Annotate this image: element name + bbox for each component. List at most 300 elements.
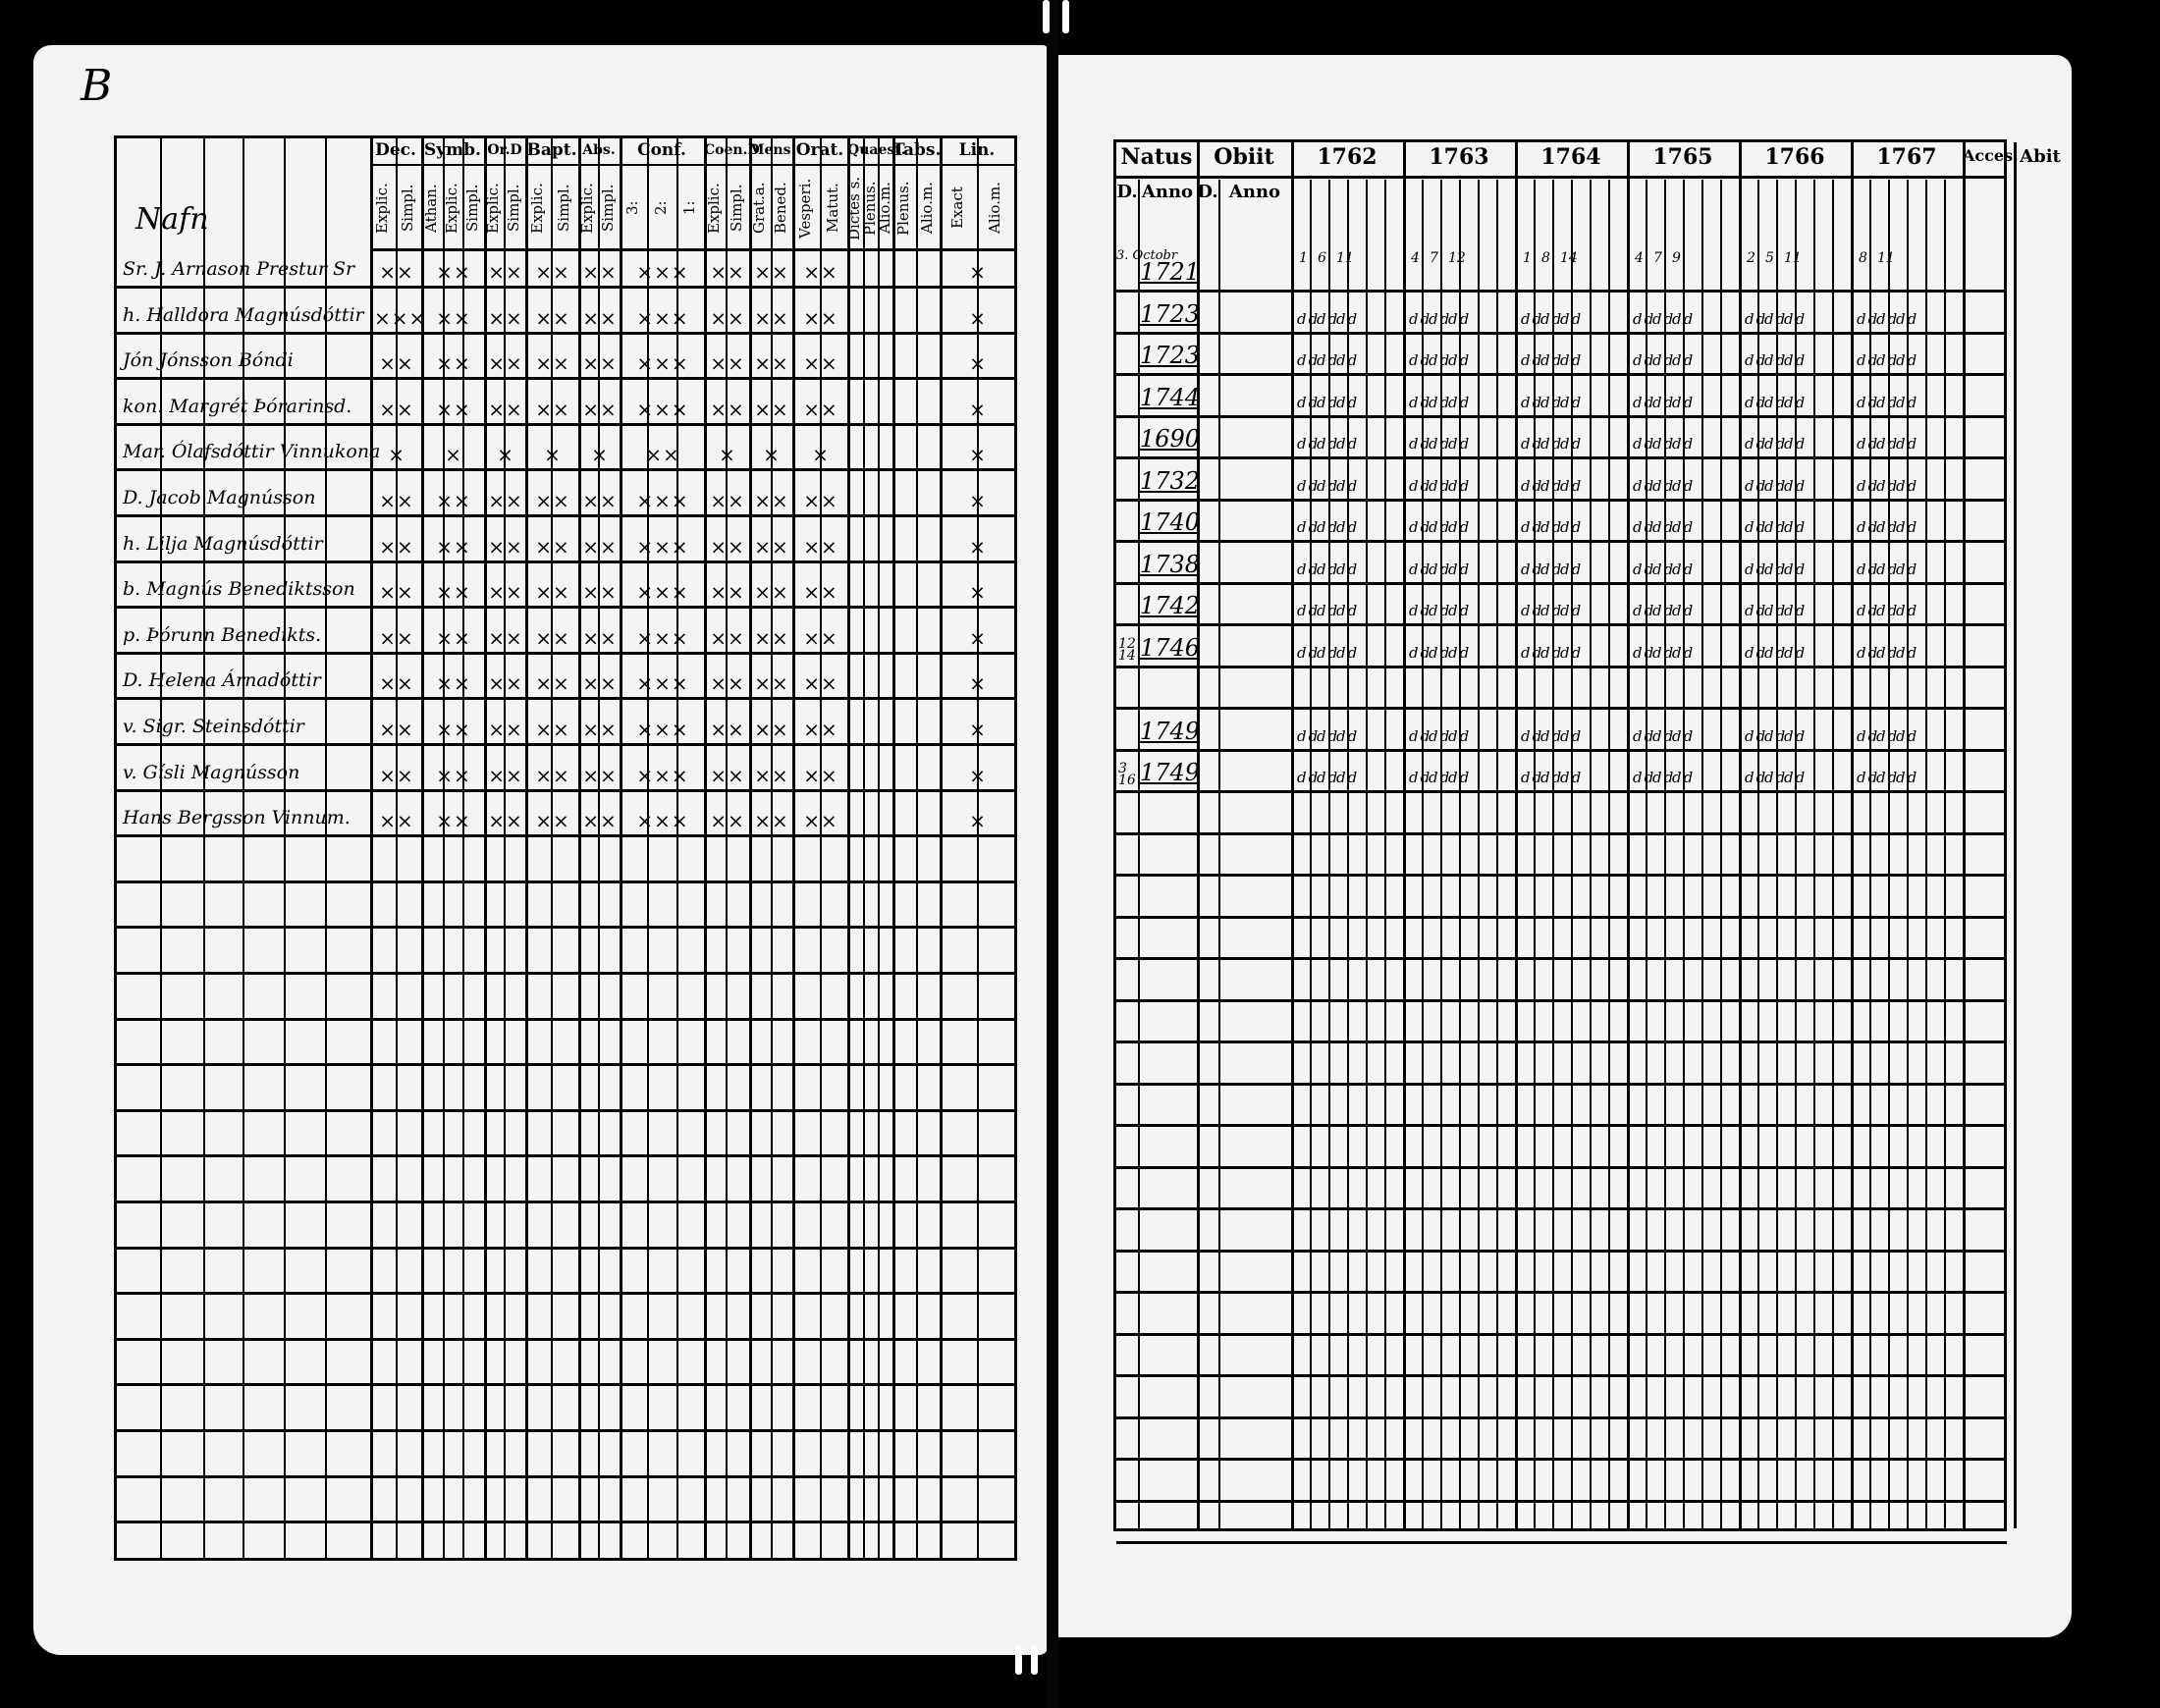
column-group-divider [892, 138, 895, 1558]
catechism-mark: ×× [488, 809, 523, 833]
obiit-header: Obiit [1214, 144, 1274, 170]
ditto-mark: dd [1448, 602, 1472, 619]
row-rule [1116, 582, 2007, 585]
year-subcolumn-divider [1478, 180, 1480, 1528]
catechism-mark: ×× [582, 489, 618, 512]
header-divider [1116, 176, 2004, 179]
catechism-mark: ×× [754, 671, 789, 696]
ditto-mark: dd [1297, 309, 1321, 328]
year-subcolumn-divider [1683, 180, 1685, 1528]
ditto-mark: dd [1784, 643, 1808, 662]
ditto-mark: dd [1297, 393, 1321, 411]
sub-column-header: Simpl. [599, 184, 617, 233]
catechism-mark: ×× [436, 397, 471, 421]
ditto-mark: dd [1672, 351, 1696, 369]
ditto-mark: dd [1633, 560, 1656, 578]
ditto-mark: dd [1521, 351, 1544, 369]
year-border [1403, 142, 1406, 1528]
left-register-grid [114, 135, 1017, 1561]
birth-year: 1721 [1140, 258, 1201, 286]
row-rule [1116, 1083, 2007, 1086]
visit-date: 7 [1653, 250, 1662, 266]
catechism-mark: ××× [636, 625, 689, 650]
ditto-mark: dd [1336, 560, 1360, 578]
ditto-mark: dd [1876, 393, 1900, 411]
catechism-mark: × [591, 443, 609, 467]
catechism-mark: ×× [754, 718, 789, 741]
ditto-mark: dd [1745, 476, 1768, 495]
ditto-mark: dd [1857, 309, 1880, 328]
ditto-mark: dd [1784, 351, 1808, 369]
ditto-mark: dd [1540, 560, 1564, 578]
ditto-mark: dd [1745, 351, 1768, 369]
ditto-mark: dd [1448, 435, 1472, 453]
ditto-mark: dd [1764, 435, 1788, 453]
year-subcolumn-divider [1366, 180, 1368, 1528]
catechism-mark: ×× [803, 718, 838, 741]
birth-year: 1723 [1140, 299, 1201, 328]
birth-day: 3 16 [1118, 761, 1136, 788]
ditto-mark: dd [1521, 769, 1544, 786]
sub-column-header: Explic. [528, 183, 546, 234]
catechism-mark: ×× [710, 397, 745, 421]
ditto-mark: dd [1429, 393, 1452, 411]
catechism-mark: ×× [535, 718, 570, 741]
year-subcolumn-divider [1590, 180, 1592, 1528]
column-group-header: Dec. [375, 140, 416, 160]
ditto-mark: dd [1672, 518, 1696, 536]
binding-tab-mark [1015, 1645, 1022, 1675]
catechism-mark: ×× [535, 260, 570, 284]
ditto-mark: dd [1336, 393, 1360, 411]
catechism-mark: ×× [710, 489, 745, 512]
catechism-mark: ×× [436, 763, 471, 787]
row-rule [117, 377, 1017, 380]
ditto-mark: dd [1857, 351, 1880, 369]
ditto-mark: dd [1560, 726, 1584, 745]
accessit-border [1963, 142, 1966, 1528]
ditto-mark: dd [1429, 518, 1452, 536]
header-bottom-border [370, 248, 1014, 251]
visit-date: 14 [1560, 250, 1578, 266]
catechism-mark: ×× [754, 580, 789, 605]
column-group-divider [704, 138, 707, 1558]
column-group-header: Symb. [424, 140, 481, 160]
resident-name: h. Halldora Magnúsdóttir [123, 303, 364, 326]
visit-date: 1 [1299, 250, 1308, 266]
ditto-mark: dd [1560, 643, 1584, 662]
first-birth-day: 3. Octobr [1116, 248, 1178, 263]
row-rule [117, 1201, 1017, 1203]
ditto-mark: dd [1336, 476, 1360, 495]
ditto-mark: dd [1633, 726, 1656, 745]
resident-name: Mar. Ólafsdóttir Vinnukona [123, 441, 381, 463]
ditto-mark: dd [1745, 769, 1768, 786]
ditto-mark: dd [1633, 435, 1656, 453]
row-rule [1116, 1166, 2007, 1169]
catechism-mark: × [497, 443, 514, 467]
abiit-header: Abit [2020, 146, 2061, 167]
row-rule [1116, 1416, 2007, 1419]
ditto-mark: dd [1297, 518, 1321, 536]
catechism-mark: × [969, 809, 987, 833]
ditto-mark: dd [1876, 435, 1900, 453]
ditto-mark: dd [1764, 769, 1788, 786]
catechism-mark: × [969, 260, 987, 284]
catechism-mark: × [812, 443, 830, 467]
year-header: 1766 [1764, 144, 1825, 170]
catechism-mark: ×× [710, 671, 745, 696]
row-rule [117, 606, 1017, 609]
year-subcolumn-divider [1664, 180, 1666, 1528]
year-subcolumn-divider [1757, 180, 1759, 1528]
row-rule [1116, 1374, 2007, 1377]
catechism-mark: ××× [636, 718, 689, 741]
row-rule [1116, 749, 2007, 752]
visit-date: 7 [1430, 250, 1438, 266]
catechism-mark: ×× [803, 397, 838, 421]
column-group-divider [421, 138, 424, 1558]
ditto-mark: dd [1540, 769, 1564, 786]
ditto-mark: dd [1409, 518, 1432, 536]
ditto-mark: dd [1540, 643, 1564, 662]
sub-column-header: Grat.a. [750, 182, 768, 235]
ditto-mark: dd [1336, 351, 1360, 369]
ditto-mark: dd [1633, 393, 1656, 411]
sub-column-header: Alio.m. [876, 182, 893, 235]
ditto-mark: dd [1857, 435, 1880, 453]
birth-year: 1690 [1140, 425, 1201, 453]
year-header: 1763 [1429, 144, 1489, 170]
ditto-mark: dd [1745, 602, 1768, 619]
ditto-mark: dd [1317, 769, 1340, 786]
row-rule [117, 789, 1017, 792]
sub-column-header: Simpl. [463, 184, 481, 233]
catechism-mark: ×× [710, 534, 745, 559]
catechism-mark: × [969, 718, 987, 741]
catechism-mark: × [969, 580, 987, 605]
catechism-mark: ×× [803, 305, 838, 330]
visit-date: 1 [1523, 250, 1532, 266]
row-rule [1116, 540, 2007, 543]
resident-name: v. Sigr. Steinsdóttir [123, 716, 304, 737]
catechism-mark: ××× [636, 351, 689, 376]
natus-header: Natus [1120, 144, 1193, 170]
year-subcolumn-divider [1440, 180, 1442, 1528]
ditto-mark: dd [1540, 726, 1564, 745]
year-subcolumn-divider [1347, 180, 1349, 1528]
catechism-mark: ×× [379, 260, 414, 284]
ditto-mark: dd [1745, 393, 1768, 411]
catechism-mark: × [969, 397, 987, 421]
obiit-day-divider [1218, 180, 1220, 1528]
column-group-divider [484, 138, 487, 1558]
ditto-mark: dd [1876, 351, 1900, 369]
ditto-mark: dd [1429, 643, 1452, 662]
row-rule [117, 286, 1017, 289]
obiit-border [1291, 142, 1294, 1528]
catechism-mark: ×× [803, 763, 838, 787]
catechism-mark: ×× [754, 809, 789, 833]
visit-date: 6 [1318, 250, 1326, 266]
row-rule [117, 972, 1017, 975]
ditto-mark: dd [1745, 435, 1768, 453]
name-column-border [370, 138, 373, 1558]
catechism-mark: ×× [436, 534, 471, 559]
year-subcolumn-divider [1571, 180, 1573, 1528]
visit-date: 5 [1765, 250, 1774, 266]
row-rule [117, 468, 1017, 471]
catechism-mark: ×× [535, 489, 570, 512]
ditto-mark: dd [1409, 476, 1432, 495]
row-rule [1116, 832, 2007, 835]
ditto-mark: dd [1672, 602, 1696, 619]
ditto-mark: dd [1297, 769, 1321, 786]
ditto-mark: dd [1652, 769, 1676, 786]
name-column-header: Nafn [135, 202, 209, 237]
ditto-mark: dd [1317, 643, 1340, 662]
sub-column-header: Exact [948, 187, 966, 230]
row-rule [117, 423, 1017, 426]
catechism-mark: ×× [436, 305, 471, 330]
catechism-mark: ×× [535, 763, 570, 787]
ditto-mark: dd [1764, 560, 1788, 578]
ditto-mark: dd [1745, 309, 1768, 328]
ditto-mark: dd [1521, 393, 1544, 411]
birth-day: 12 14 [1118, 635, 1136, 664]
ditto-mark: dd [1633, 769, 1656, 786]
year-subcolumn-divider [1944, 180, 1946, 1528]
year-subcolumn-divider [1813, 180, 1815, 1528]
sub-column-header: Plenus. [861, 181, 879, 236]
catechism-mark: ×× [582, 671, 618, 696]
column-group-header: Coen.D [704, 142, 760, 158]
catechism-mark: ×× [488, 763, 523, 787]
ditto-mark: dd [1672, 643, 1696, 662]
ditto-mark: dd [1876, 643, 1900, 662]
ditto-mark: dd [1336, 726, 1360, 745]
row-rule [1116, 666, 2007, 668]
ditto-mark: dd [1521, 560, 1544, 578]
year-subcolumn-divider [1832, 180, 1834, 1528]
binding-tab-mark [1031, 1645, 1038, 1675]
catechism-mark: ×× [710, 351, 745, 376]
year-subcolumn-divider [1328, 180, 1330, 1528]
catechism-mark: ××× [636, 260, 689, 284]
catechism-mark: ×× [710, 260, 745, 284]
obiit-day-header: D. [1197, 182, 1218, 202]
catechism-mark: ×× [803, 671, 838, 696]
abiit-border [2014, 142, 2017, 1528]
ditto-mark: dd [1876, 518, 1900, 536]
ditto-mark: dd [1633, 476, 1656, 495]
ditto-mark: dd [1317, 393, 1340, 411]
ditto-mark: dd [1448, 643, 1472, 662]
catechism-mark: ×× [436, 489, 471, 512]
year-subcolumn-divider [1925, 180, 1927, 1528]
ditto-mark: dd [1652, 435, 1676, 453]
sub-column-header: Alio.m. [918, 182, 936, 235]
ditto-mark: dd [1896, 602, 1919, 619]
row-rule [1116, 1207, 2007, 1210]
column-group-header: Or.D [487, 142, 522, 158]
ditto-mark: dd [1652, 393, 1676, 411]
ditto-mark: dd [1764, 643, 1788, 662]
ditto-mark: dd [1857, 476, 1880, 495]
catechism-mark: ×× [710, 625, 745, 650]
ditto-mark: dd [1764, 726, 1788, 745]
column-group-header: Abs. [582, 142, 616, 158]
ditto-mark: dd [1297, 643, 1321, 662]
ditto-mark: dd [1876, 476, 1900, 495]
ditto-mark: dd [1521, 726, 1544, 745]
ditto-mark: dd [1317, 602, 1340, 619]
ditto-mark: dd [1540, 602, 1564, 619]
catechism-mark: ×× [379, 351, 414, 376]
catechism-mark: × [969, 351, 987, 376]
column-group-divider [578, 138, 581, 1558]
year-subcolumn-divider [1795, 180, 1797, 1528]
ditto-mark: dd [1317, 309, 1340, 328]
ditto-mark: dd [1560, 602, 1584, 619]
ditto-mark: dd [1336, 643, 1360, 662]
ditto-mark: dd [1560, 435, 1584, 453]
ditto-mark: dd [1429, 602, 1452, 619]
catechism-mark: ×× [379, 397, 414, 421]
row-rule [117, 881, 1017, 883]
column-group-header: Quaest. [847, 142, 906, 158]
catechism-mark: ×× [379, 763, 414, 787]
catechism-mark: ×× [535, 305, 570, 330]
row-rule [117, 1109, 1017, 1112]
catechism-mark: ××× [374, 305, 427, 330]
ditto-mark: dd [1317, 518, 1340, 536]
row-rule [1116, 790, 2007, 793]
ditto-mark: dd [1409, 643, 1432, 662]
catechism-mark: ×× [535, 351, 570, 376]
row-rule [1116, 957, 2007, 960]
row-rule [117, 1018, 1017, 1021]
resident-name: Hans Bergsson Vinnum. [123, 807, 351, 829]
sub-column-header: Explic. [373, 183, 391, 234]
catechism-mark: ××× [636, 489, 689, 512]
ditto-mark: dd [1409, 435, 1432, 453]
row-rule [1116, 1250, 2007, 1253]
resident-name: v. Gísli Magnússon [123, 761, 300, 783]
birth-year: 1723 [1140, 342, 1201, 369]
catechism-mark: ×× [379, 625, 414, 650]
catechism-mark: × [969, 763, 987, 787]
catechism-mark: ×× [582, 718, 618, 741]
row-rule [1116, 874, 2007, 877]
ditto-mark: dd [1672, 769, 1696, 786]
catechism-mark: ×× [803, 351, 838, 376]
ditto-mark: dd [1409, 351, 1432, 369]
header-divider [370, 164, 1014, 166]
catechism-mark: × [969, 671, 987, 696]
catechism-mark: ×× [803, 809, 838, 833]
year-subcolumn-divider [1552, 180, 1554, 1528]
year-subcolumn-divider [1608, 180, 1610, 1528]
ditto-mark: dd [1652, 518, 1676, 536]
row-rule [117, 1338, 1017, 1341]
row-rule [117, 926, 1017, 929]
catechism-mark: ××× [636, 671, 689, 696]
ditto-mark: dd [1784, 476, 1808, 495]
ditto-mark: dd [1409, 560, 1432, 578]
sub-column-divider [863, 138, 865, 1558]
ditto-mark: dd [1896, 726, 1919, 745]
ditto-mark: dd [1317, 560, 1340, 578]
catechism-mark: ×× [710, 305, 745, 330]
ditto-mark: dd [1672, 309, 1696, 328]
birth-year: 1749 [1140, 717, 1201, 745]
ditto-mark: dd [1429, 769, 1452, 786]
ditto-mark: dd [1317, 351, 1340, 369]
catechism-mark: ×× [436, 351, 471, 376]
ditto-mark: dd [1784, 518, 1808, 536]
resident-name: D. Jacob Magnússon [123, 487, 316, 508]
year-subcolumn-divider [1534, 180, 1536, 1528]
catechism-mark: ×× [436, 809, 471, 833]
row-rule [117, 1429, 1017, 1432]
ditto-mark: dd [1784, 769, 1808, 786]
ditto-mark: dd [1429, 435, 1452, 453]
year-subcolumn-divider [1701, 180, 1703, 1528]
ditto-mark: dd [1336, 518, 1360, 536]
year-border [1739, 142, 1742, 1528]
natus-day-header: D. [1116, 182, 1138, 202]
ditto-mark: dd [1857, 518, 1880, 536]
book-binding [1047, 0, 1058, 1708]
ditto-mark: dd [1784, 726, 1808, 745]
year-subcolumn-divider [1888, 180, 1890, 1528]
sub-column-header: Simpl. [555, 184, 572, 233]
row-rule [1116, 1333, 2007, 1336]
resident-name: D. Helena Árnadóttir [123, 669, 321, 692]
column-group-header: Mens. [749, 142, 796, 158]
catechism-mark: ×× [379, 718, 414, 741]
row-rule [1116, 499, 2007, 502]
corner-mark: B [81, 61, 113, 111]
sub-column-divider [916, 138, 918, 1558]
ditto-mark: dd [1336, 309, 1360, 328]
catechism-mark: ×× [754, 305, 789, 330]
row-rule [117, 743, 1017, 746]
ditto-mark: dd [1745, 560, 1768, 578]
ditto-mark: dd [1297, 476, 1321, 495]
sub-column-header: Vesperi. [796, 178, 814, 239]
catechism-mark: ×× [803, 580, 838, 605]
ditto-mark: dd [1409, 602, 1432, 619]
ditto-mark: dd [1297, 602, 1321, 619]
year-subcolumn-divider [1869, 180, 1871, 1528]
catechism-mark: × [544, 443, 562, 467]
row-rule [117, 1475, 1017, 1478]
catechism-mark: ×× [710, 718, 745, 741]
birth-year: 1738 [1140, 550, 1201, 578]
ditto-mark: dd [1876, 309, 1900, 328]
ditto-mark: dd [1448, 476, 1472, 495]
year-subcolumn-divider [1776, 180, 1778, 1528]
catechism-mark: ×× [754, 763, 789, 787]
catechism-mark: ×× [488, 351, 523, 376]
catechism-mark: ×× [754, 351, 789, 376]
ditto-mark: dd [1857, 602, 1880, 619]
row-rule [117, 652, 1017, 655]
ditto-mark: dd [1317, 726, 1340, 745]
ditto-mark: dd [1652, 351, 1676, 369]
